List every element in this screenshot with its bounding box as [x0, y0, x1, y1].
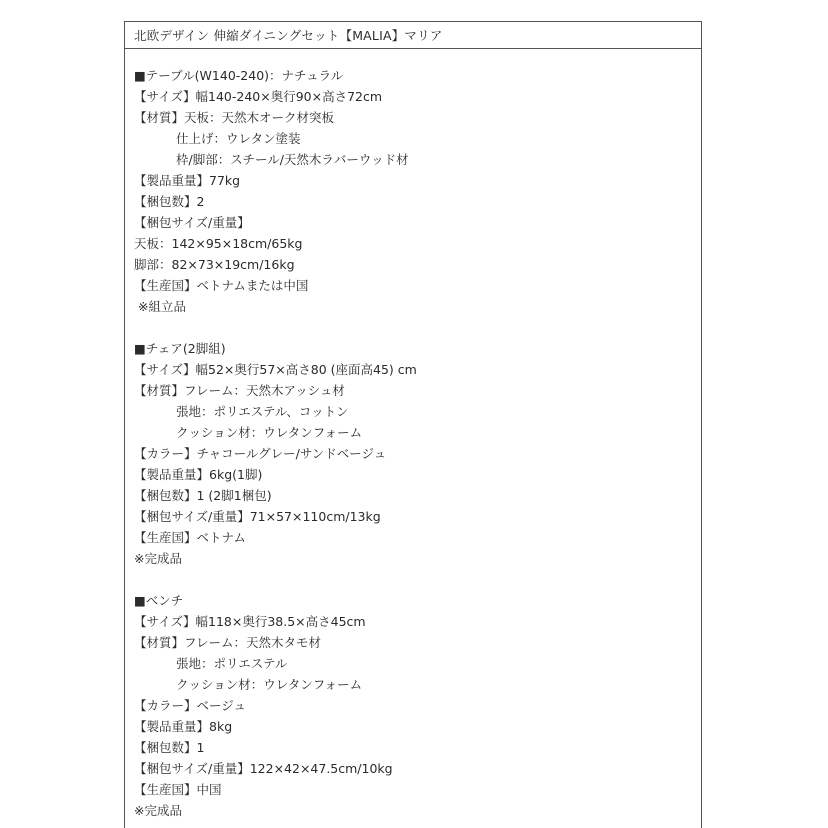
chair-package-size: 【梱包サイズ/重量】71×57×110cm/13kg [134, 509, 381, 524]
table-weight: 【製品重量】77kg [134, 173, 241, 188]
bench-cushion: クッション材：ウレタンフォーム [176, 677, 363, 692]
table-frame-legs: 枠/脚部：スチール/天然木ラバーウッド材 [176, 152, 409, 167]
bench-size: 【サイズ】幅118×奥行38.5×高さ45cm [134, 614, 366, 629]
bench-complete-note: ※完成品 [134, 803, 182, 818]
table-finish: 仕上げ：ウレタン塗装 [176, 131, 301, 146]
table-package-count: 【梱包数】2 [134, 194, 205, 209]
spec-content [125, 49, 701, 821]
section-gap [134, 569, 701, 590]
bench-package-size: 【梱包サイズ/重量】122×42×47.5cm/10kg [134, 761, 393, 776]
chair-origin: 【生産国】ベトナム [134, 530, 246, 545]
table-origin: 【生産国】ベトナムまたは中国 [134, 278, 309, 293]
bench-section-heading: ■ベンチ [134, 593, 184, 608]
chair-package-count: 【梱包数】1 (2脚1梱包) [134, 488, 272, 503]
chair-complete-note: ※完成品 [134, 551, 182, 566]
chair-section-heading: ■チェア(2脚組) [134, 341, 226, 356]
chair-weight: 【製品重量】6kg(1脚) [134, 467, 263, 482]
table-material: 【材質】天板：天然木オーク材突板 [134, 110, 335, 125]
table-section-heading: ■テーブル(W140-240)：ナチュラル [134, 68, 344, 83]
bench-material: 【材質】フレーム：天然木タモ材 [134, 635, 322, 650]
bench-origin: 【生産国】中国 [134, 782, 222, 797]
table-assembly-note: ※組立品 [138, 299, 186, 314]
section-gap [134, 317, 701, 338]
chair-material: 【材質】フレーム：天然木アッシュ材 [134, 383, 345, 398]
chair-color: 【カラー】チャコールグレー/サンドベージュ [134, 446, 387, 461]
product-title: 北欧デザイン 伸縮ダイニングセット【MALIA】マリア [125, 22, 701, 49]
bench-upholstery: 張地：ポリエステル [176, 656, 288, 671]
table-package-size-label: 【梱包サイズ/重量】 [134, 215, 250, 230]
table-legs-package: 脚部：82×73×19cm/16kg [134, 257, 295, 272]
table-top-package: 天板：142×95×18cm/65kg [134, 236, 303, 251]
table-size: 【サイズ】幅140-240×奥行90×高さ72cm [134, 89, 383, 104]
chair-upholstery: 張地：ポリエステル、コットン [176, 404, 349, 419]
bench-weight: 【製品重量】8kg [134, 719, 233, 734]
bench-color: 【カラー】ベージュ [134, 698, 247, 713]
chair-size: 【サイズ】幅52×奥行57×高さ80 (座面高45) cm [134, 362, 417, 377]
chair-cushion: クッション材：ウレタンフォーム [176, 425, 363, 440]
spec-table [124, 21, 702, 828]
bench-package-count: 【梱包数】1 [134, 740, 205, 755]
